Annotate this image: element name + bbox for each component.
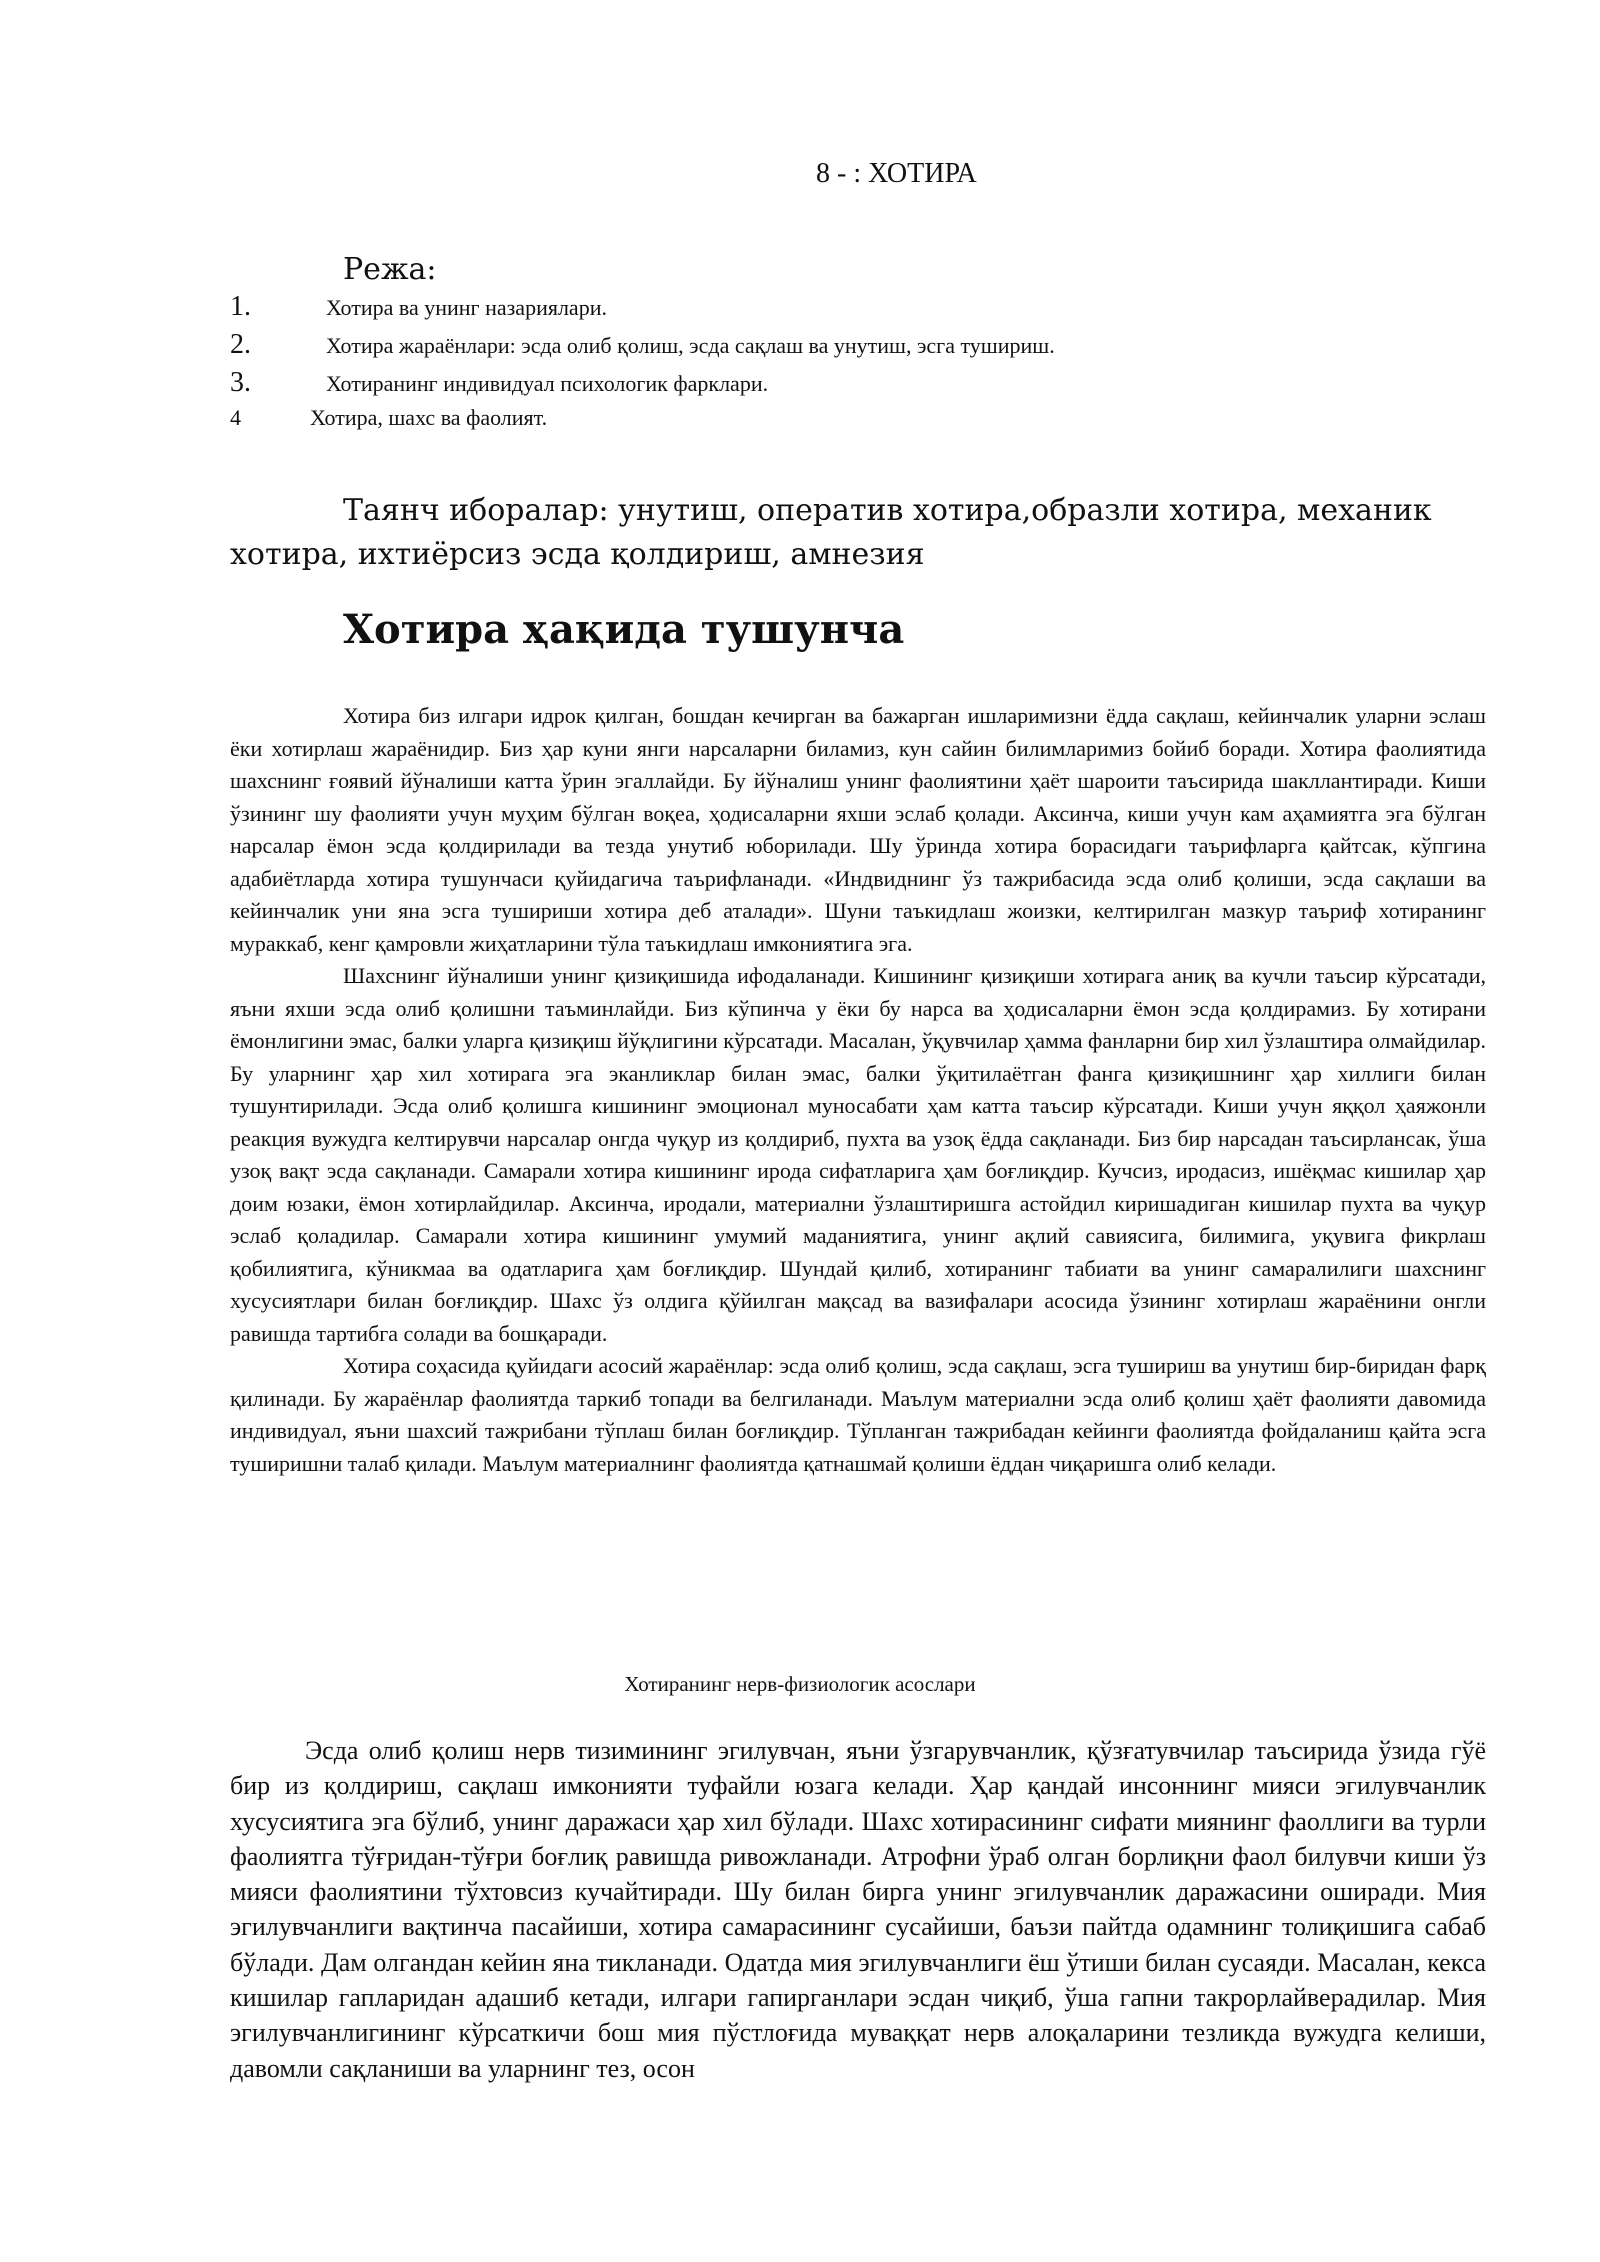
plan-item-text: Хотира жараёнлари: эсда олиб қолиш, эсда сақлаш ва унутиш, эсга тушириш. [326, 333, 1055, 358]
plan-item [230, 329, 1055, 361]
section-heading: Хотира ҳақида тушунча [343, 606, 905, 653]
body-text-2 [230, 1733, 1486, 2086]
plan-item-number: 3. [230, 367, 251, 398]
plan-item-text: Хотира ва унинг назариялари. [326, 295, 607, 320]
plan-item-number: 4 [230, 405, 241, 430]
plan-item [230, 367, 768, 399]
chapter-title: 8 - : ХОТИРА [816, 158, 977, 189]
plan-item-number: 1. [230, 291, 251, 322]
keywords-line: хотира, ихтиёрсиз эсда қолдириш, амнезия [230, 537, 925, 572]
paragraph: Эсда олиб қолиш нерв тизимининг эгилувчан, яъни ўзгарувчанлик, қўзғатувчилар таъсирида ўзида гўё бир из қолдириш, сақлаш имконияти туфайли юзага келади. Ҳар қандай инсоннинг мияси эгилувчанлик хусусиятига эга бўлиб, унинг даражаси ҳар хил бўлади. Шахс хотирасининг сифати миянинг фаоллиги ва турли фаолиятга тўғридан-тўғри боғлиқ равишда ривожланади. Атрофни ўраб олган борлиқни фаол билувчи киши ўз мияси фаолиятини тўхтовсиз кучайтиради. Шу билан бирга унинг эгилувчанлик даражасини оширади. Мия эгилувчанлиги вақтинча пасайиши, хотира самарасининг сусайиши, баъзи пайтда одамнинг толиқишига сабаб бўлади. Дам олгандан кейин яна тикланади. Одатда мия эгилувчанлиги ёш ўтиши билан сусаяди. Масалан, кекса кишилар гапларидан адашиб кетади, илгари гапирганлари эсдан чиқиб, ўша гапни такрорлайверадилар. Мия эгилувчанлигининг кўрсаткичи бош мия пўстлоғида муваққат нерв алоқаларини тезликда вужудга келиши, давомли сақланиши ва уларнинг тез, осон [230, 1736, 1486, 2083]
plan-item-number: 2. [230, 329, 251, 360]
keywords-line: Таянч иборалар: унутиш, оператив хотира,образли хотира, механик [343, 493, 1432, 528]
paragraph: Хотира биз илгари идрок қилган, бошдан кечирган ва бажарган ишларимизни ёдда сақлаш, кейинчалик уларни эслаш ёки хотирлаш жараёнидир. Биз ҳар куни янги нарсаларни биламиз, кун сайин билимларимиз бойиб боради. Хотира фаолиятида шахснинг ғоявий йўналиши катта ўрин эгаллайди. Бу йўналиш унинг фаолиятини ҳаёт шароити таъсирида шакллантиради. Киши ўзининг шу фаолияти учун муҳим бўлган воқеа, ҳодисаларни яхши эслаб қолади. Аксинча, киши учун кам аҳамиятга эга бўлган нарсалар ёмон эсда қолдирилади ва тезда унутиб юборилади. Шу ўринда хотира борасидаги таърифларга қайтсак, кўпгина адабиётларда хотира тушунчаси қуйидагича таърифланади. «Индвиднинг ўз тажрибасида эсда олиб қолиши, эсда сақлаши ва кейинчалик уни яна эсга тушириши хотира деб аталади». Шуни таъкидлаш жоизки, келтирилган мазкур таъриф хотиранинг мураккаб, кенг қамровли жиҳатларини тўла таъкидлаш имкониятига эга. [230, 703, 1486, 956]
keywords-block [230, 489, 1480, 577]
subheading: Хотиранинг нерв-физиологик асослари [624, 1672, 976, 1696]
plan-item [230, 291, 607, 323]
paragraph: Шахснинг йўналиши унинг қизиқишида ифодаланади. Кишининг қизиқиши хотирага аниқ ва кучли таъсир кўрсатади, яъни яхши эсда олиб қолишни таъминлайди. Биз кўпинча у ёки бу нарса ва ҳодисаларни ёмон эсда қолдирамиз. Бу хотирани ёмонлигини эмас, балки уларга қизиқиш йўқлигини кўрсатади. Масалан, ўқувчилар ҳамма фанларни бир хил ўзлаштира олмайдилар. Бу уларнинг ҳар хил хотирага эга эканликлар билан эмас, балки ўқитилаётган фанга қизиқишнинг ҳар хиллиги билан тушунтирилади. Эсда олиб қолишга кишининг эмоционал муносабати ҳам катта таъсир кўрсатади. Киши учун яққол ҳаяжонли реакция вужудга келтирувчи нарсалар онгда чуқур из қолдириб, пухта ва узоқ ёдда сақланади. Биз бир нарсадан таъсирлансак, ўша узоқ вақт эсда сақланади. Самарали хотира кишининг ирода сифатларига ҳам боғлиқдир. Кучсиз, иродасиз, ишёқмас кишилар ҳар доим юзаки, ёмон хотирлайдилар. Аксинча, иродали, материални ўзлаштиришга астойдил киришадиган кишилар пухта ва чуқур эслаб қоладилар. Самарали хотира кишининг умумий маданиятига, унинг ақлий савиясига, билимига, уқувига фикрлаш қобилиятига, кўникмаа ва одатларига ҳам боғлиқдир. Шундай қилиб, хотиранинг табиати ва унинг самаралилиги шахснинг хусусиятлари билан боғлиқдир. Шахс ўз олдига қўйилган мақсад ва вазифалари асосида ўзининг хотирлаш жараёнини онгли равишда тартибга солади ва бошқаради. [230, 963, 1486, 1346]
plan-heading: Режа: [343, 252, 437, 287]
plan-item-text: Хотиранинг индивидуал психологик фарклари. [326, 371, 769, 396]
body-text [230, 700, 1486, 1480]
plan-item-text: Хотира, шахс ва фаолият. [310, 405, 548, 430]
paragraph: Хотира соҳасида қуйидаги асосий жараёнлар: эсда олиб қолиш, эсда сақлаш, эсга тушириш ва унутиш бир-биридан фарқ қилинади. Бу жараёнлар фаолиятда таркиб топади ва белгиланади. Маълум материални эсда олиб қолиш ҳаёт фаолияти давомида индивидуал, яъни шахсий тажрибани тўплаш билан боғлиқдир. Тўпланган тажрибадан кейинги фаолиятда фойдаланиш қайта эсга туширишни талаб қилади. Маълум материалнинг фаолиятда қатнашмай қолиши ёддан чиқаришга олиб келади. [230, 1353, 1486, 1476]
plan-item [230, 405, 547, 431]
